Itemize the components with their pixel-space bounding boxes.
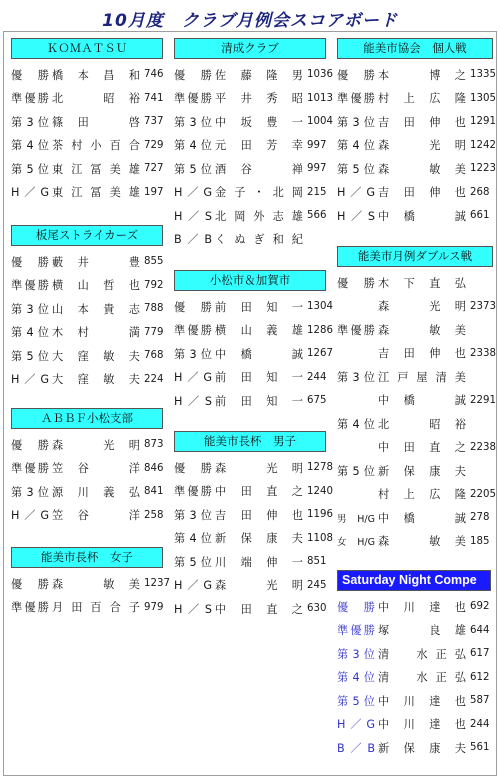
rank-label: H／S	[337, 209, 375, 223]
rank-label: 女H/G	[337, 537, 375, 549]
rank-label: 第3位	[174, 115, 212, 129]
player-name: 新保康夫	[215, 532, 303, 546]
score-row	[11, 321, 171, 345]
section-nomi_men	[174, 431, 334, 621]
score-value: 846	[144, 462, 164, 474]
player-name: 村上広隆	[378, 92, 466, 106]
score-value: 1278	[307, 462, 333, 474]
player-name: 森 光明	[52, 438, 140, 452]
rank-label: 優 勝	[11, 255, 49, 269]
rank-label: 第4位	[11, 139, 49, 153]
score-value: 675	[307, 395, 327, 407]
section-header: ＫＯＭＡＴＳＵ	[11, 38, 163, 59]
rank-label: 第5位	[337, 694, 375, 708]
score-row	[174, 63, 334, 87]
score-value: 2291	[470, 394, 496, 406]
player-name: 佐藤隆男	[215, 68, 303, 82]
player-name: 茶村小百合	[52, 139, 140, 153]
score-row	[174, 181, 334, 205]
player-name: 山本貴志	[52, 302, 140, 316]
score-value: 587	[470, 695, 490, 707]
score-value: 788	[144, 303, 164, 315]
score-value: 1267	[307, 348, 333, 360]
rank-label: 優 勝	[337, 600, 375, 614]
section-header: 小松市＆加賀市	[174, 270, 326, 291]
rank-label: 優 勝	[174, 68, 212, 82]
score-row	[11, 480, 171, 504]
score-row	[337, 619, 497, 643]
section-header: 能美市月例ダブルス戦	[337, 246, 493, 267]
score-value: 278	[470, 512, 490, 524]
score-value: 561	[470, 742, 490, 754]
player-name: 北 昭裕	[378, 417, 466, 431]
score-value: 244	[470, 718, 490, 730]
score-value: 1223	[470, 163, 496, 175]
score-row	[337, 713, 497, 737]
score-row	[337, 389, 497, 413]
player-name: 大窪敏夫	[52, 349, 140, 363]
score-value: 630	[307, 603, 327, 615]
player-name: 北 昭裕	[52, 92, 140, 106]
score-value: 224	[144, 373, 164, 385]
rank-label: 第4位	[337, 417, 375, 431]
player-name: 中橋 誠	[378, 511, 466, 525]
score-row	[337, 318, 497, 342]
score-row	[337, 204, 497, 228]
rank-label: 準優勝	[174, 324, 212, 338]
player-name: 東江冨美雄	[52, 186, 140, 200]
rank-label: 準優勝	[174, 92, 212, 106]
score-row	[337, 530, 497, 554]
player-name: 源川義弘	[52, 485, 140, 499]
player-name: 金子・北岡	[215, 186, 303, 200]
player-name: 森 敏美	[378, 535, 466, 549]
score-row	[337, 342, 497, 366]
rank-label: B／B	[337, 741, 375, 755]
rank-label: 優 勝	[11, 68, 49, 82]
rank-label	[337, 441, 375, 454]
player-name: 前田知一	[215, 371, 303, 385]
player-name: 清 水正弘	[378, 671, 466, 685]
score-row	[337, 181, 497, 205]
rank-label: B／B	[174, 233, 212, 247]
section-nomi_women	[11, 547, 171, 619]
score-row	[11, 110, 171, 134]
score-value: 997	[307, 139, 327, 151]
section-komatsu_kaga	[174, 270, 334, 413]
rank-label: H／G	[337, 186, 375, 200]
player-name: 月田百合子	[52, 601, 140, 615]
page-title: 10月度 クラブ月例会スコアボード	[102, 11, 398, 31]
score-row	[337, 134, 497, 158]
player-name: 木下直弘	[378, 276, 466, 290]
score-row	[11, 457, 171, 481]
score-value: 197	[144, 186, 164, 198]
rank-label	[337, 394, 375, 407]
score-row	[11, 504, 171, 528]
player-name: 村上広隆	[378, 488, 466, 502]
section-header: 能美市協会 個人戦	[337, 38, 493, 59]
score-value: 2238	[470, 441, 496, 453]
score-value: 617	[470, 648, 490, 660]
player-name: 大窪敏夫	[52, 373, 140, 387]
player-name: 木村 満	[52, 326, 140, 340]
section-header: 板尾ストライカーズ	[11, 225, 163, 246]
score-row	[174, 157, 334, 181]
score-row	[174, 342, 334, 366]
score-value: 566	[307, 210, 327, 222]
player-name: くぬぎ和紀	[215, 233, 303, 247]
rank-label: 第4位	[174, 139, 212, 153]
score-value: 2338	[470, 347, 496, 359]
rank-label: 第4位	[337, 139, 375, 153]
score-row	[174, 480, 334, 504]
score-row	[337, 436, 497, 460]
score-value: 258	[144, 509, 164, 521]
score-value: 244	[307, 371, 327, 383]
score-value: 727	[144, 163, 164, 175]
player-name: 吉田伸也	[378, 115, 466, 129]
score-value: 737	[144, 116, 164, 128]
player-name: 清 水正弘	[378, 647, 466, 661]
score-value: 855	[144, 256, 164, 268]
rank-label: 優 勝	[174, 300, 212, 314]
player-name: 森 光明	[215, 461, 303, 475]
score-row	[174, 456, 334, 480]
rank-label	[337, 488, 375, 501]
rank-label: 準優勝	[337, 92, 375, 106]
rank-label: H／S	[174, 602, 212, 616]
player-name: 篠田 啓	[52, 115, 140, 129]
rank-label: H／G	[337, 718, 375, 732]
score-row	[11, 344, 171, 368]
score-value: 768	[144, 350, 164, 362]
score-value: 1286	[307, 324, 333, 336]
score-value: 1305	[470, 92, 496, 104]
rank-label: 準優勝	[337, 624, 375, 638]
score-row	[337, 689, 497, 713]
score-row	[174, 597, 334, 621]
player-name: 前田知一	[215, 394, 303, 408]
rank-label: 準優勝	[11, 601, 49, 615]
player-name: 北岡外志雄	[215, 209, 303, 223]
score-row	[174, 550, 334, 574]
rank-label: 優 勝	[11, 577, 49, 591]
score-value: 1004	[307, 116, 333, 128]
score-value: 612	[470, 671, 490, 683]
score-value: 979	[144, 601, 164, 613]
score-value: 268	[470, 186, 490, 198]
score-row	[337, 157, 497, 181]
score-row	[337, 87, 497, 111]
section-nomi_assoc	[337, 38, 497, 228]
rank-label: 第4位	[174, 532, 212, 546]
score-value: 841	[144, 486, 164, 498]
rank-label: 第3位	[337, 115, 375, 129]
score-row	[174, 110, 334, 134]
player-name: 元田芳幸	[215, 139, 303, 153]
rank-label: 準優勝	[11, 279, 49, 293]
player-name: 塚 良雄	[378, 624, 466, 638]
score-value: 873	[144, 439, 164, 451]
score-row	[337, 271, 497, 295]
rank-label: 第4位	[337, 671, 375, 685]
player-name: 森 敏美	[378, 323, 466, 337]
rank-label: 男H/G	[337, 513, 375, 525]
score-row	[174, 87, 334, 111]
rank-label: H／G	[11, 509, 49, 523]
score-value: 1036	[307, 69, 333, 81]
player-name: 横山義雄	[215, 324, 303, 338]
score-row	[337, 506, 497, 530]
rank-label: H／G	[174, 579, 212, 593]
rank-label: 第5位	[174, 555, 212, 569]
section-header: Saturday Night Compe	[337, 570, 491, 591]
player-name: 中川達也	[378, 600, 466, 614]
score-value: 997	[307, 163, 327, 175]
score-row	[337, 642, 497, 666]
section-nomi_doubles	[337, 246, 497, 553]
score-row	[337, 736, 497, 760]
player-name: 吉田伸也	[378, 347, 466, 361]
player-name: 新保康夫	[378, 464, 466, 478]
player-name: 藪井 豊	[52, 255, 140, 269]
player-name: 前田知一	[215, 300, 303, 314]
player-name: 吉田伸也	[215, 508, 303, 522]
score-value: 644	[470, 624, 490, 636]
rank-label: 第3位	[11, 302, 49, 316]
player-name: 森 光明	[378, 139, 466, 153]
score-value: 851	[307, 556, 327, 568]
score-value: 746	[144, 69, 164, 81]
score-value: 1304	[307, 301, 333, 313]
score-row	[11, 274, 171, 298]
score-row	[11, 63, 171, 87]
score-value: 1242	[470, 139, 496, 151]
score-value: 779	[144, 326, 164, 338]
rank-label: 準優勝	[11, 92, 49, 106]
rank-label: 第3位	[174, 508, 212, 522]
rank-label: 準優勝	[174, 485, 212, 499]
section-abbf	[11, 408, 171, 527]
score-row	[337, 63, 497, 87]
score-row	[174, 503, 334, 527]
section-header: 能美市長杯 男子	[174, 431, 326, 452]
rank-label: 第3位	[11, 115, 49, 129]
score-row	[337, 295, 497, 319]
player-name: 中川達也	[378, 694, 466, 708]
player-name: 笠谷 洋	[52, 509, 140, 523]
rank-label: 第4位	[11, 326, 49, 340]
player-name: 江戸屋清美	[378, 370, 466, 384]
score-value: 1237	[144, 578, 170, 590]
score-value: 741	[144, 92, 164, 104]
rank-label: 第3位	[337, 647, 375, 661]
player-name: 森 敏美	[378, 162, 466, 176]
score-value: 1196	[307, 509, 333, 521]
score-value: 1335	[470, 69, 496, 81]
score-value: 1291	[470, 116, 496, 128]
rank-label: 準優勝	[11, 462, 49, 476]
player-name: 新保康夫	[378, 741, 466, 755]
score-value: 185	[470, 535, 490, 547]
section-itaoka	[11, 225, 171, 391]
player-name: 中橋 誠	[378, 394, 466, 408]
score-value: 1240	[307, 485, 333, 497]
player-name: 森 光明	[378, 300, 466, 314]
score-row	[174, 228, 334, 252]
score-row	[337, 666, 497, 690]
score-row	[11, 572, 171, 596]
rank-label: 優 勝	[174, 461, 212, 475]
player-name: 森 敏美	[52, 577, 140, 591]
player-name: 横山哲也	[52, 279, 140, 293]
score-row	[11, 250, 171, 274]
score-row	[174, 319, 334, 343]
rank-label: 第3位	[11, 485, 49, 499]
rank-label: H／G	[11, 186, 49, 200]
score-row	[174, 389, 334, 413]
rank-label: 第3位	[337, 370, 375, 384]
score-row	[337, 412, 497, 436]
score-value: 1108	[307, 532, 333, 544]
score-row	[174, 527, 334, 551]
score-value: 245	[307, 579, 327, 591]
player-name: 中田直之	[378, 441, 466, 455]
player-name: 橋本昌和	[52, 68, 140, 82]
rank-label: 第3位	[174, 347, 212, 361]
player-name: 酒谷 禅	[215, 162, 303, 176]
score-value: 692	[470, 601, 490, 613]
score-row	[337, 595, 497, 619]
score-row	[174, 134, 334, 158]
score-row	[11, 87, 171, 111]
score-row	[11, 433, 171, 457]
rank-label: 第5位	[11, 349, 49, 363]
player-name: 中田直之	[215, 602, 303, 616]
score-value: 2205	[470, 488, 496, 500]
section-header: ＡＢＢＦ小松支部	[11, 408, 163, 429]
score-row	[174, 295, 334, 319]
rank-label: 優 勝	[337, 68, 375, 82]
player-name: 平井秀昭	[215, 92, 303, 106]
rank-label: H／S	[174, 209, 212, 223]
section-komatsu	[11, 38, 171, 204]
score-row	[174, 204, 334, 228]
score-value: 792	[144, 279, 164, 291]
rank-label: 第5位	[174, 162, 212, 176]
player-name: 本 博之	[378, 68, 466, 82]
rank-label: H／G	[11, 373, 49, 387]
score-row	[337, 110, 497, 134]
rank-label: 準優勝	[337, 323, 375, 337]
score-value: 215	[307, 186, 327, 198]
score-row	[337, 459, 497, 483]
section-saturday	[337, 570, 497, 760]
score-row	[11, 157, 171, 181]
score-row	[11, 181, 171, 205]
rank-label: 第5位	[337, 162, 375, 176]
score-row	[11, 368, 171, 392]
player-name: 中橋 誠	[215, 347, 303, 361]
player-name: 中田直之	[215, 485, 303, 499]
rank-label	[337, 300, 375, 313]
player-name: 森 光明	[215, 579, 303, 593]
score-row	[11, 596, 171, 620]
section-header: 能美市長杯 女子	[11, 547, 163, 568]
section-header: 清成クラブ	[174, 38, 326, 59]
rank-label: H／G	[174, 186, 212, 200]
rank-label: 優 勝	[11, 438, 49, 452]
rank-label: 第5位	[11, 162, 49, 176]
score-row	[11, 134, 171, 158]
player-name: 中川達也	[378, 718, 466, 732]
score-value: 2373	[470, 300, 496, 312]
player-name: 笠谷 洋	[52, 462, 140, 476]
player-name: 吉田伸也	[378, 186, 466, 200]
score-value: 661	[470, 210, 490, 222]
score-value: 1013	[307, 92, 333, 104]
score-value: 729	[144, 139, 164, 151]
rank-label: 優 勝	[337, 276, 375, 290]
score-row	[174, 366, 334, 390]
score-row	[174, 574, 334, 598]
section-seisei	[174, 38, 334, 251]
score-row	[337, 483, 497, 507]
rank-label: 第5位	[337, 464, 375, 478]
player-name: 東江冨美雄	[52, 162, 140, 176]
rank-label: H／G	[174, 371, 212, 385]
player-name: 中坂豊一	[215, 115, 303, 129]
rank-label	[337, 347, 375, 360]
score-row	[11, 297, 171, 321]
player-name: 中橋 誠	[378, 209, 466, 223]
rank-label: H／S	[174, 394, 212, 408]
player-name: 川端伸一	[215, 555, 303, 569]
score-row	[337, 365, 497, 389]
